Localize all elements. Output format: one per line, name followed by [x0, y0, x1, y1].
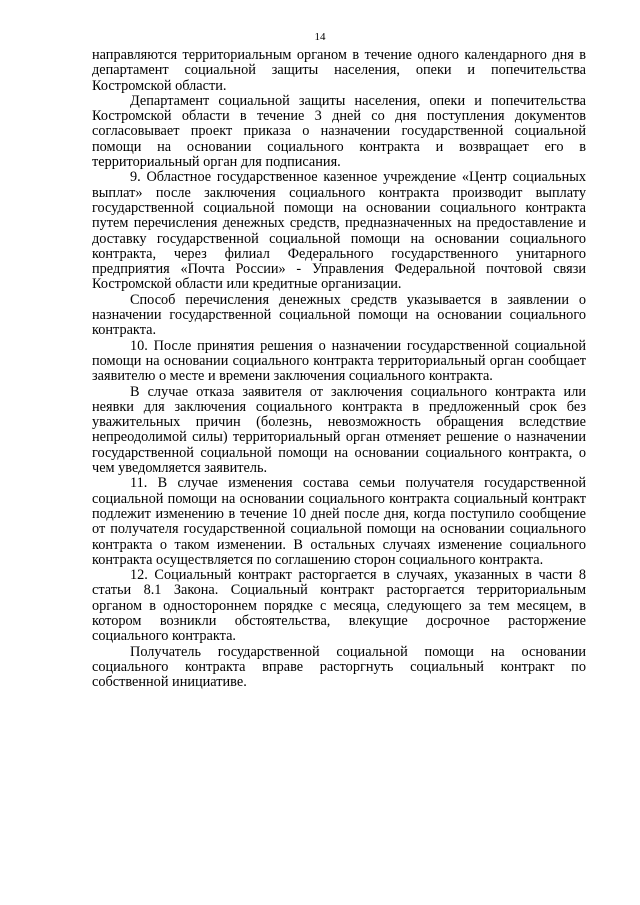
paragraph-item-10: 10. После принятия решения о назначении государственной социальной помощи на основании социального контракта территориальный орган сообщает заявителю о месте и времени заключения социального контракта.: [92, 337, 586, 385]
paragraph-item-9: 9. Областное государственное казенное учреждение «Центр социальных выплат» после заключения социального контракта производит выплату государственной социальной помощи на основании социального контракта путем перечисления денежных средств, предназначенных на предоставление и доставку государственной социальной помощи на основании социального контракта, через филиал Федерального государственного унитарного предприятия «Почта России» - Управления Федеральной почтовой связи Костромской области или кредитные организации.: [92, 169, 586, 293]
paragraph-item-12: 12. Социальный контракт расторгается в случаях, указанных в части 8 статьи 8.1 Закона. Социальный контракт расторгается территориальным органом в одностороннем порядке с месяца, следующего за тем месяцем, в котором возникли обстоятельства, влекущие досрочное расторжение социального контракта.: [92, 567, 586, 645]
paragraph-refusal: В случае отказа заявителя от заключения социального контракта или неявки для заключения социального контракта в предложенный срок без уважительных причин (болезнь, невозможность обращения вследствие непреодолимой силы) территориальный орган отменяет решение о назначении государственной социальной помощи на основании социального контракта, о чем уведомляется заявитель.: [92, 383, 586, 477]
paragraph-own-initiative: Получатель государственной социальной помощи на основании социального контракта вправе расторгнуть социальный контракт по собственной инициативе.: [92, 643, 586, 691]
paragraph-item-11: 11. В случае изменения состава семьи получателя государственной социальной помощи на основании социального контракта социальный контракт подлежит изменению в течение 10 дней после дня, когда поступило сообщение от получателя государственной социальной помощи на основании социального контракта о таком изменении. В остальных случаях изменение социального контракта осуществляется по соглашению сторон социального контракта.: [92, 475, 586, 568]
page-number: 14: [314, 31, 326, 43]
paragraph-transfer-method: Способ перечисления денежных средств указывается в заявлении о назначении государственной социальной помощи на основании социального контракта.: [92, 291, 586, 339]
paragraph-department-approval: Департамент социальной защиты населения, опеки и попечительства Костромской области в течение 3 дней со дня поступления документов согласовывает проект приказа о назначении государственной социальной помощи на основании социального контракта и возвращает его в территориальный орган для подписания.: [92, 92, 586, 171]
paragraph-continuation: направляются территориальным органом в течение одного календарного дня в департамент социальной защиты населения, опеки и попечительства Костромской области.: [92, 47, 586, 94]
document-body: [92, 48, 586, 690]
